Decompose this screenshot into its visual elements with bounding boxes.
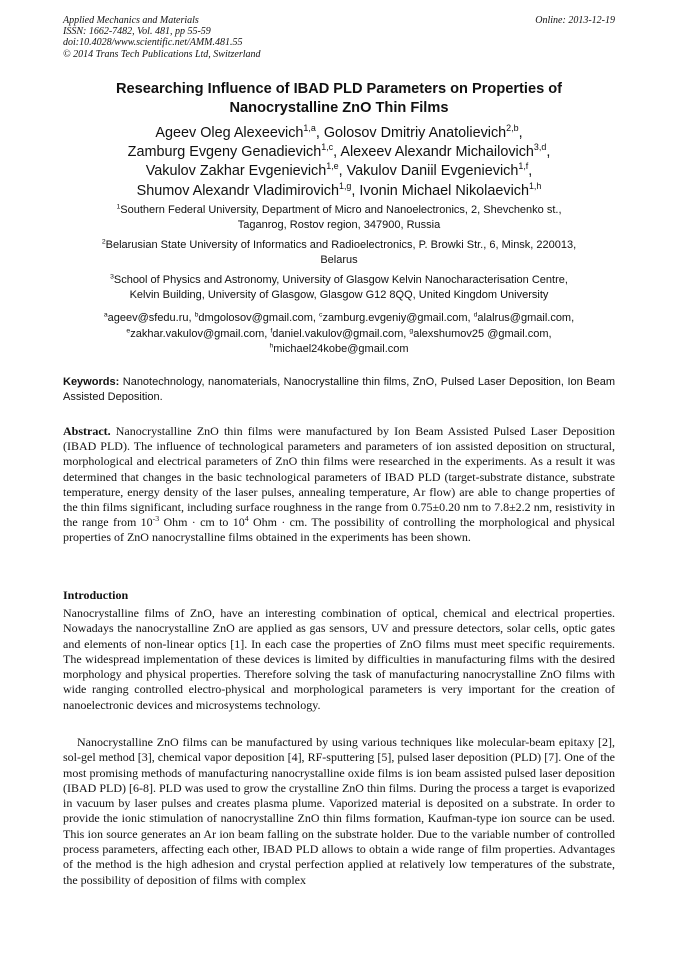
author-sep: , [518,125,523,141]
author-sup: 2,b [506,123,519,134]
author-sup: 3,d [533,142,547,153]
email-address: zakhar.vakulov@gmail.com, [130,327,271,340]
author-name: Ivonin Michael Nikolaevich [359,182,529,199]
email-sup: e [126,326,131,334]
affiliation-sup: 3 [110,273,114,281]
affiliation-2 [63,238,615,268]
abstract-text: Ohm · cm to 10 [159,515,245,530]
author-line [63,162,615,181]
author-line [63,124,615,143]
journal-copyright: © 2014 Trans Tech Publications Ltd, Switzerland [63,48,261,60]
abstract-label: Abstract. [63,424,111,438]
affiliation-line: Kelvin Building, University of Glasgow, Glasgow G12 8QQ, United Kingdom University [129,289,549,301]
author-sup: 1,h [528,180,542,191]
intro-paragraph-2: Nanocrystalline ZnO films can be manufactured by using various techniques like molecular-beam epitaxy [2], sol-gel method [3], chemical vapor deposition [4], RF-sputtering [5], pulsed laser deposition (PLD) [7]. One of the most promising methods of manufacturing nanocrystalline oxide films is ion beam assisted pulsed laser deposition (IBAD PLD) [6-8]. PLD was used to grow the crystalline ZnO thin films. During the process a target is evaporized in vacuum by laser pulses and creates plasma plume. Vaporized material is deposited on a substrate. In order to provide the ionic stimulation of nanocrystalline ZnO thin films formation, Kaufman-type ion source can be used. This ion source generates an Ar ion beam falling on the substrate holder. Due to the variable number of controlled process parameters, affecting each other, IBAD PLD allows to obtain a wide range of film properties. Advantages of the method is the high adhesion and crystal perfection applied at relatively low temperatures of the substrate, the possibility of deposition of films with complex [63,735,615,887]
abstract-text: Nanocrystalline ZnO thin films were manufactured by Ion Beam Assisted Pulsed Laser Deposition (IBAD PLD). The influence of technological parameters and parameters of ion assisted deposition on structural, morphological and electrical parameters of ZnO thin films were researched in the experiments. As a result it was determined that changes in the basic technological parameters of IBAD PLD (target-substrate distance, substrate temperature, energy density of the laser pulses, annealing temperature, Ar flow) are able to change properties of the thin films significant, including surface roughness in the range from 0.75±0.20 nm to 7.8±2.2 nm, resistivity in the range from 10 [63,424,615,530]
abstract-exponent: 4 [244,514,249,524]
email-sup: g [409,326,414,334]
author-name: Golosov Dmitriy Anatolievich [323,125,507,141]
author-sup: 1,a [303,123,316,134]
author-sep: , [351,182,360,199]
affiliation-text: Southern Federal University, Department of Micro and Nanoelectronics, 2, Shevchenko st., [120,204,562,216]
email-line [63,327,615,343]
intro-paragraph-1: Nanocrystalline films of ZnO, have an interesting combination of optical, chemical and electrical properties. Nowadays the nanocrystalline ZnO are applied as gas sensors, UV and pressure detectors, solar cells, optic gates and elements of non-linear optics [1]. In each case the properties of ZnO films must meet specific requirements. The widespread implementation of these devices is limited by difficulties in manufacturing films with the desired morphology and physical properties. Therefore solving the task of manufacturing nanocrystalline ZnO films with wide ranging controlled electro-physical and morphological parameters is very important for the creation of nanoelectronic devices and microsystems technology. [63,606,615,712]
affiliation-sup: 2 [101,238,106,246]
journal-header [63,15,615,60]
author-name: Shumov Alexandr Vladimirovich [136,182,339,199]
author-sep: , [338,163,347,180]
author-name: Ageev Oleg Alexeevich [155,125,304,141]
affiliation-text: Belarusian State University of Informatics and Radioelectronics, P. Browki Str., 6, Minsk, 220013, [105,239,577,251]
author-sep: , [333,144,341,161]
keywords [63,375,615,404]
affiliation-3 [63,273,615,303]
title-line-1: Researching Influence of IBAD PLD Parameters on Properties of [115,81,563,97]
affiliation-line: Taganrog, Rostov region, 347900, Russia [237,219,441,231]
author-sup: 1,f [518,161,529,172]
email-address: alalrus@gmail.com, [477,312,575,324]
keywords-label: Keywords: [63,376,120,388]
author-sup: 1,g [339,180,352,191]
email-line [63,311,615,327]
email-line [63,342,615,358]
keywords-text: Nanotechnology, nanomaterials, Nanocrystalline thin films, ZnO, Pulsed Laser Deposition, Ion Beam Assisted Deposition. [63,376,615,403]
author-list [63,124,615,201]
author-sep: , [546,144,551,161]
author-sep: , [315,125,324,141]
abstract [63,424,615,546]
email-address: daniel.vakulov@gmail.com, [272,327,410,340]
affiliation-sup: 1 [116,203,121,211]
email-sup: a [103,311,108,319]
affiliation-line [63,203,615,218]
email-address: ageev@sfedu.ru, [107,312,195,324]
affiliation-line [63,238,615,253]
email-address: michael24kobe@gmail.com [273,343,409,355]
email-sup: f [270,326,273,334]
paper-title [63,80,615,118]
section-heading-introduction: Introduction [63,588,129,602]
email-sup: d [473,311,478,319]
journal-doi: doi:10.4028/www.scientific.net/AMM.481.55 [63,37,243,49]
author-line [63,182,615,201]
email-address: zamburg.evgeniy@gmail.com, [322,312,474,324]
author-sup: 1,c [321,142,334,153]
affiliation-line: Belarus [320,254,358,266]
email-sup: b [194,311,199,319]
affiliation-line [63,273,615,288]
abstract-text: Ohm · cm. The possibility of controlling the morphological and physical properties of ZnO nanocrystalline films obtained in the experiments has been shown. [63,515,615,545]
journal-issn: ISSN: 1662-7482, Vol. 481, pp 55-59 [63,26,211,38]
email-list [63,311,615,358]
journal-name: Applied Mechanics and Materials [63,15,199,26]
author-sep: , [528,163,533,180]
author-sup: 1,e [326,161,339,172]
abstract-exponent: -3 [152,514,160,524]
affiliation-1 [63,203,615,233]
email-sup: h [269,342,274,350]
author-line [63,143,615,162]
author-name: Vakulov Daniil Evgenievich [346,163,519,180]
title-line-2: Nanocrystalline ZnO Thin Films [229,100,449,116]
email-address: dmgolosov@gmail.com, [198,312,320,324]
online-date: Online: 2013-12-19 [535,15,615,26]
author-name: Vakulov Zakhar Evgenievich [145,163,327,180]
affiliation-text: School of Physics and Astronomy, University of Glasgow Kelvin Nanocharacterisation Centre, [113,274,568,286]
email-address: alexshumov25 @gmail.com, [413,327,552,340]
author-name: Alexeev Alexandr Michailovich [340,144,534,161]
email-sup: c [319,311,323,319]
author-name: Zamburg Evgeny Genadievich [127,144,322,161]
